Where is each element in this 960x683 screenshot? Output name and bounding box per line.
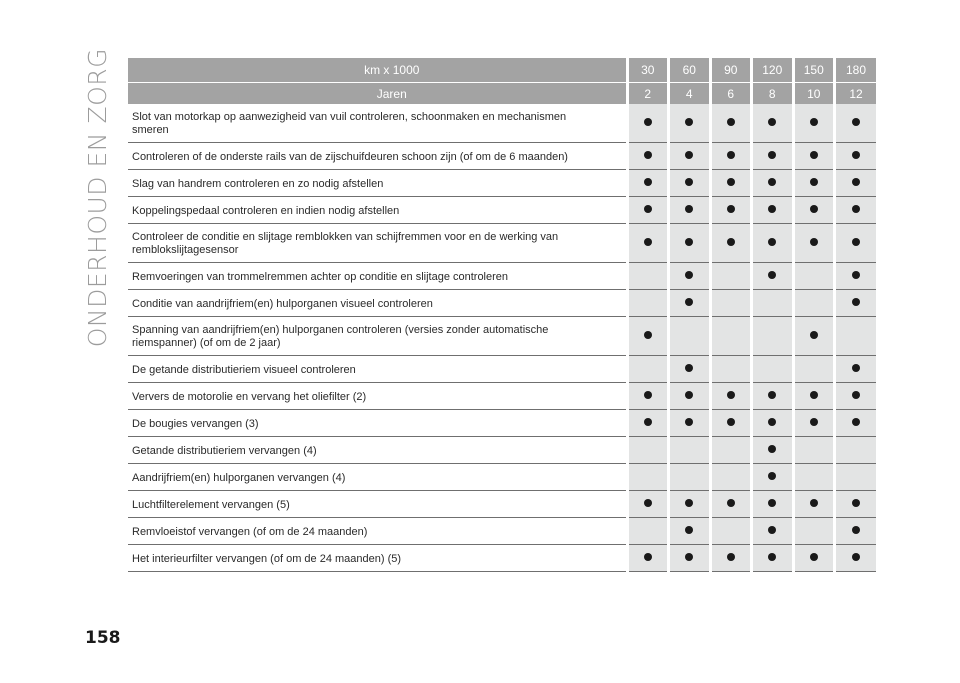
interval-cell	[752, 383, 794, 410]
interval-cell	[752, 437, 794, 464]
interval-cell	[627, 143, 669, 170]
bullet-icon	[810, 205, 818, 213]
bullet-icon	[644, 331, 652, 339]
bullet-icon	[644, 205, 652, 213]
interval-cell	[752, 545, 794, 572]
maintenance-task: Koppelingspedaal controleren en indien nodig afstellen	[128, 197, 627, 224]
bullet-icon	[685, 298, 693, 306]
interval-cell	[627, 290, 669, 317]
maintenance-task: Remvloeistof vervangen (of om de 24 maanden)	[128, 518, 627, 545]
maintenance-schedule-table	[128, 58, 876, 572]
table-row	[128, 170, 876, 197]
bullet-icon	[685, 151, 693, 159]
km-header-cell: 120	[752, 58, 794, 83]
bullet-icon	[852, 391, 860, 399]
maintenance-task: Het interieurfilter vervangen (of om de 24 maanden) (5)	[128, 545, 627, 572]
interval-cell	[710, 224, 752, 263]
maintenance-task: Slot van motorkap op aanwezigheid van vuil controleren, schoonmaken en mechanismen smeren	[128, 104, 627, 143]
bullet-icon	[852, 364, 860, 372]
page-number: 158	[85, 628, 121, 648]
bullet-icon	[810, 553, 818, 561]
bullet-icon	[768, 391, 776, 399]
interval-cell	[627, 383, 669, 410]
interval-cell	[752, 290, 794, 317]
section-title-text: ONDERHOUD EN ZORG	[82, 48, 112, 348]
table-row	[128, 356, 876, 383]
km-header-cell: 30	[627, 58, 669, 83]
bullet-icon	[685, 364, 693, 372]
interval-cell	[752, 518, 794, 545]
interval-cell	[752, 143, 794, 170]
years-header-cell: 6	[710, 83, 752, 105]
interval-cell	[669, 383, 711, 410]
maintenance-task: Aandrijfriem(en) hulporganen vervangen (4)	[128, 464, 627, 491]
schedule-body	[128, 104, 876, 572]
interval-cell	[710, 104, 752, 143]
bullet-icon	[852, 499, 860, 507]
bullet-icon	[644, 178, 652, 186]
bullet-icon	[644, 238, 652, 246]
bullet-icon	[727, 205, 735, 213]
interval-cell	[835, 410, 877, 437]
interval-cell	[669, 197, 711, 224]
interval-cell	[835, 437, 877, 464]
interval-cell	[669, 317, 711, 356]
interval-cell	[669, 491, 711, 518]
interval-cell	[627, 263, 669, 290]
interval-cell	[835, 263, 877, 290]
section-title	[82, 48, 112, 348]
interval-cell	[835, 464, 877, 491]
bullet-icon	[768, 151, 776, 159]
interval-cell	[752, 224, 794, 263]
bullet-icon	[727, 499, 735, 507]
bullet-icon	[810, 178, 818, 186]
bullet-icon	[685, 118, 693, 126]
maintenance-task: Controleer de conditie en slijtage remblokken van schijfremmen voor en de werking van remblokslijtagesensor	[128, 224, 627, 263]
interval-cell	[835, 518, 877, 545]
years-header-row	[128, 83, 876, 105]
interval-cell	[835, 290, 877, 317]
interval-cell	[752, 410, 794, 437]
bullet-icon	[768, 118, 776, 126]
interval-cell	[669, 143, 711, 170]
interval-cell	[669, 224, 711, 263]
interval-cell	[627, 104, 669, 143]
bullet-icon	[727, 178, 735, 186]
interval-cell	[752, 263, 794, 290]
interval-cell	[793, 518, 835, 545]
km-header-row	[128, 58, 876, 83]
table-row	[128, 410, 876, 437]
maintenance-task: Ververs de motorolie en vervang het oliefilter (2)	[128, 383, 627, 410]
bullet-icon	[810, 151, 818, 159]
bullet-icon	[685, 391, 693, 399]
interval-cell	[793, 263, 835, 290]
bullet-icon	[644, 553, 652, 561]
bullet-icon	[644, 499, 652, 507]
years-header-cell: 10	[793, 83, 835, 105]
interval-cell	[793, 356, 835, 383]
table-row	[128, 263, 876, 290]
interval-cell	[752, 317, 794, 356]
table-row	[128, 437, 876, 464]
interval-cell	[710, 464, 752, 491]
bullet-icon	[810, 418, 818, 426]
interval-cell	[669, 545, 711, 572]
bullet-icon	[727, 238, 735, 246]
table-row	[128, 491, 876, 518]
bullet-icon	[685, 526, 693, 534]
interval-cell	[835, 104, 877, 143]
bullet-icon	[810, 238, 818, 246]
bullet-icon	[768, 526, 776, 534]
table-row	[128, 104, 876, 143]
table-row	[128, 383, 876, 410]
bullet-icon	[727, 118, 735, 126]
bullet-icon	[685, 553, 693, 561]
bullet-icon	[852, 178, 860, 186]
interval-cell	[669, 437, 711, 464]
interval-cell	[627, 437, 669, 464]
bullet-icon	[768, 499, 776, 507]
interval-cell	[793, 545, 835, 572]
km-header-cell: 60	[669, 58, 711, 83]
interval-cell	[627, 317, 669, 356]
interval-cell	[752, 356, 794, 383]
interval-cell	[793, 290, 835, 317]
bullet-icon	[685, 178, 693, 186]
interval-cell	[627, 170, 669, 197]
bullet-icon	[644, 418, 652, 426]
interval-cell	[793, 197, 835, 224]
bullet-icon	[644, 151, 652, 159]
bullet-icon	[768, 271, 776, 279]
interval-cell	[835, 317, 877, 356]
interval-cell	[835, 170, 877, 197]
km-header-label: km x 1000	[128, 58, 627, 83]
bullet-icon	[852, 271, 860, 279]
interval-cell	[752, 170, 794, 197]
years-header-cell: 2	[627, 83, 669, 105]
interval-cell	[793, 491, 835, 518]
table-row	[128, 518, 876, 545]
interval-cell	[835, 356, 877, 383]
interval-cell	[669, 170, 711, 197]
bullet-icon	[852, 418, 860, 426]
bullet-icon	[644, 391, 652, 399]
maintenance-task: Remvoeringen van trommelremmen achter op conditie en slijtage controleren	[128, 263, 627, 290]
interval-cell	[793, 383, 835, 410]
bullet-icon	[685, 418, 693, 426]
interval-cell	[627, 224, 669, 263]
bullet-icon	[768, 445, 776, 453]
bullet-icon	[768, 178, 776, 186]
bullet-icon	[768, 205, 776, 213]
interval-cell	[710, 143, 752, 170]
interval-cell	[669, 410, 711, 437]
interval-cell	[710, 197, 752, 224]
maintenance-task: Slag van handrem controleren en zo nodig afstellen	[128, 170, 627, 197]
interval-cell	[710, 290, 752, 317]
maintenance-task: Conditie van aandrijfriem(en) hulporganen visueel controleren	[128, 290, 627, 317]
interval-cell	[627, 518, 669, 545]
interval-cell	[710, 263, 752, 290]
bullet-icon	[852, 298, 860, 306]
table-row	[128, 464, 876, 491]
km-header-cell: 150	[793, 58, 835, 83]
years-header-cell: 12	[835, 83, 877, 105]
bullet-icon	[852, 151, 860, 159]
table-row	[128, 224, 876, 263]
table-row	[128, 317, 876, 356]
interval-cell	[793, 410, 835, 437]
maintenance-task: Getande distributieriem vervangen (4)	[128, 437, 627, 464]
table-row	[128, 143, 876, 170]
interval-cell	[835, 545, 877, 572]
interval-cell	[627, 545, 669, 572]
interval-cell	[710, 170, 752, 197]
interval-cell	[710, 491, 752, 518]
bullet-icon	[852, 118, 860, 126]
interval-cell	[669, 518, 711, 545]
interval-cell	[710, 356, 752, 383]
interval-cell	[793, 464, 835, 491]
interval-cell	[752, 104, 794, 143]
bullet-icon	[644, 118, 652, 126]
bullet-icon	[768, 418, 776, 426]
bullet-icon	[685, 238, 693, 246]
interval-cell	[710, 317, 752, 356]
bullet-icon	[768, 553, 776, 561]
table-row	[128, 197, 876, 224]
bullet-icon	[810, 118, 818, 126]
bullet-icon	[685, 205, 693, 213]
interval-cell	[627, 197, 669, 224]
interval-cell	[710, 383, 752, 410]
interval-cell	[669, 356, 711, 383]
years-header-label: Jaren	[128, 83, 627, 105]
interval-cell	[669, 290, 711, 317]
interval-cell	[669, 263, 711, 290]
years-header-cell: 8	[752, 83, 794, 105]
km-header-cell: 180	[835, 58, 877, 83]
maintenance-task: De getande distributieriem visueel controleren	[128, 356, 627, 383]
interval-cell	[835, 143, 877, 170]
interval-cell	[710, 410, 752, 437]
interval-cell	[710, 545, 752, 572]
interval-cell	[627, 464, 669, 491]
bullet-icon	[727, 553, 735, 561]
interval-cell	[627, 491, 669, 518]
bullet-icon	[768, 238, 776, 246]
maintenance-task: Luchtfilterelement vervangen (5)	[128, 491, 627, 518]
bullet-icon	[852, 553, 860, 561]
table-row	[128, 545, 876, 572]
bullet-icon	[768, 472, 776, 480]
bullet-icon	[727, 418, 735, 426]
interval-cell	[835, 491, 877, 518]
maintenance-task: Spanning van aandrijfriem(en) hulporganen controleren (versies zonder automatische riemspanner) (of om de 2 jaar)	[128, 317, 627, 356]
maintenance-task: De bougies vervangen (3)	[128, 410, 627, 437]
interval-cell	[752, 197, 794, 224]
km-header-cell: 90	[710, 58, 752, 83]
bullet-icon	[852, 526, 860, 534]
interval-cell	[752, 491, 794, 518]
interval-cell	[710, 518, 752, 545]
interval-cell	[835, 197, 877, 224]
interval-cell	[835, 224, 877, 263]
bullet-icon	[810, 499, 818, 507]
interval-cell	[627, 410, 669, 437]
interval-cell	[669, 464, 711, 491]
interval-cell	[793, 224, 835, 263]
interval-cell	[793, 143, 835, 170]
interval-cell	[752, 464, 794, 491]
interval-cell	[835, 383, 877, 410]
interval-cell	[793, 437, 835, 464]
interval-cell	[793, 104, 835, 143]
bullet-icon	[852, 205, 860, 213]
interval-cell	[669, 104, 711, 143]
bullet-icon	[852, 238, 860, 246]
bullet-icon	[810, 331, 818, 339]
maintenance-task: Controleren of de onderste rails van de zijschuifdeuren schoon zijn (of om de 6 maanden)	[128, 143, 627, 170]
bullet-icon	[727, 391, 735, 399]
interval-cell	[627, 356, 669, 383]
interval-cell	[793, 170, 835, 197]
bullet-icon	[727, 151, 735, 159]
bullet-icon	[685, 271, 693, 279]
table-row	[128, 290, 876, 317]
interval-cell	[793, 317, 835, 356]
bullet-icon	[685, 499, 693, 507]
interval-cell	[710, 437, 752, 464]
years-header-cell: 4	[669, 83, 711, 105]
bullet-icon	[810, 391, 818, 399]
